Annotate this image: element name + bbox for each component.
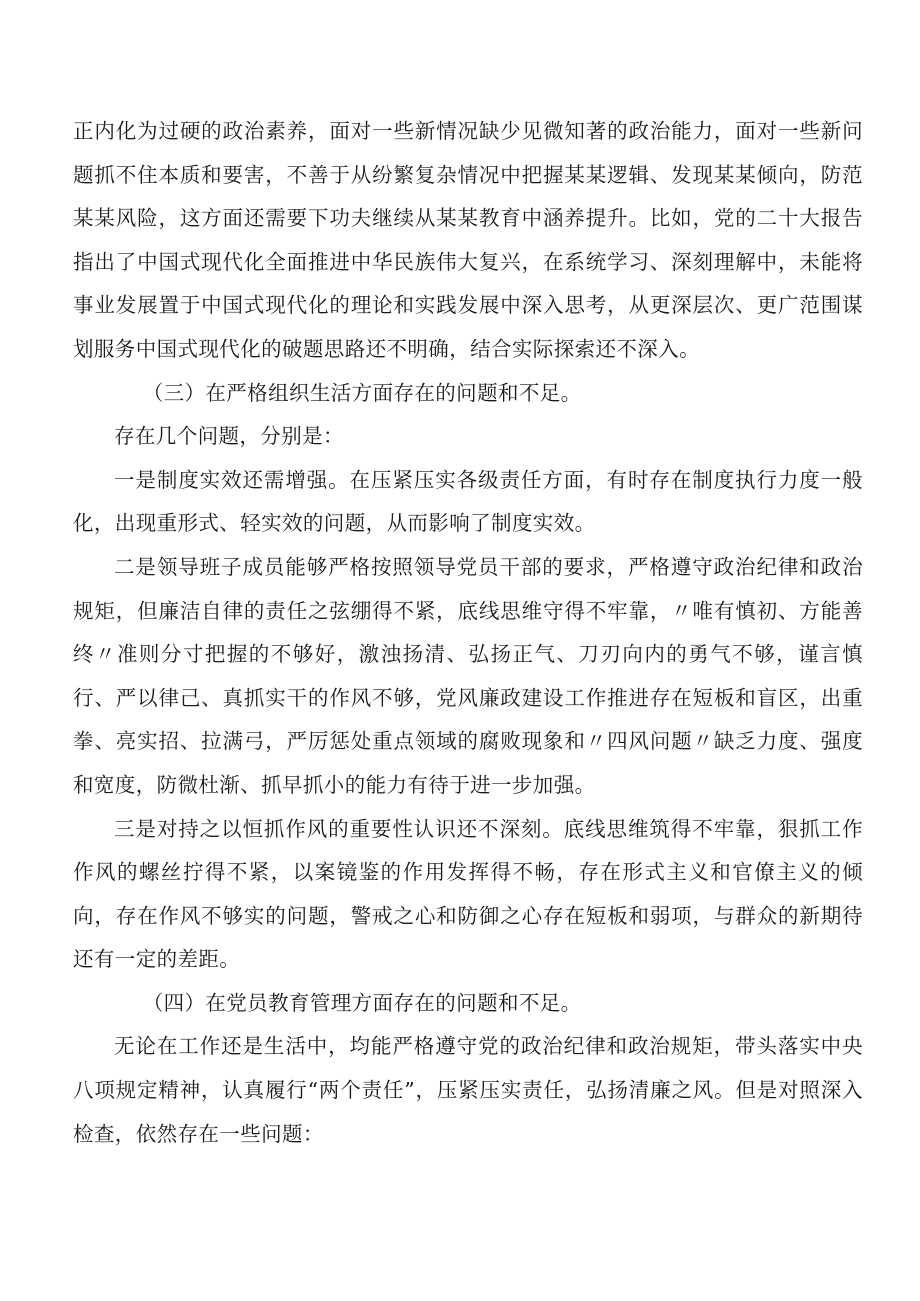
document-body [73, 110, 863, 1156]
paragraph: 无论在工作还是生活中，均能严格遵守党的政治纪律和政治规矩，带头落实中央八项规定精神，认真履行“两个责任”，压紧压实责任，弘扬清廉之风。但是对照深入检查，依然存在一些问题： [73, 1034, 863, 1146]
paragraph: 存在几个问题，分别是： [114, 424, 344, 449]
paragraph: 三是对持之以恒抓作风的重要性认识还不深刻。底线思维筑得不牢靠，狠抓工作作风的螺丝拧得不紧，以案镜鉴的作用发挥得不畅，存在形式主义和官僚主义的倾向，存在作风不够实的问题，警戒之心和防御之心存在短板和弱项，与群众的新期待还有一定的差距。 [73, 816, 863, 972]
section-heading-4: （四）在党员教育管理方面存在的问题和不足。 [142, 990, 582, 1015]
section-heading-3: （三）在严格组织生活方面存在的问题和不足。 [142, 380, 582, 405]
paragraph: 一是制度实效还需增强。在压紧压实各级责任方面，有时存在制度执行力度一般化，出现重形式、轻实效的问题，从而影响了制度实效。 [73, 467, 863, 536]
paragraph-continuation: 正内化为过硬的政治素养，面对一些新情况缺少见微知著的政治能力，面对一些新问题抓不住本质和要害，不善于从纷繁复杂情况中把握某某逻辑、发现某某倾向，防范某某风险，这方面还需要下功夫继续从某某教育中涵养提升。比如，党的二十大报告指出了中国式现代化全面推进中华民族伟大复兴，在系统学习、深刻理解中，未能将事业发展置于中国式现代化的理论和实践发展中深入思考，从更深层次、更广范围谋划服务中国式现代化的破题思路还不明确，结合实际探索还不深入。 [73, 119, 863, 361]
paragraph: 二是领导班子成员能够严格按照领导党员干部的要求，严格遵守政治纪律和政治规矩，但廉洁自律的责任之弦绷得不紧，底线思维守得不牢靠，〃唯有慎初、方能善终〃准则分寸把握的不够好，激浊扬清、弘扬正气、刀刃向内的勇气不够，谨言慎行、严以律己、真抓实干的作风不够，党风廉政建设工作推进存在短板和盲区，出重拳、亮实招、拉满弓，严厉惩处重点领域的腐败现象和〃四风问题〃缺乏力度、强度和宽度，防微杜渐、抓早抓小的能力有待于进一步加强。 [73, 554, 863, 797]
